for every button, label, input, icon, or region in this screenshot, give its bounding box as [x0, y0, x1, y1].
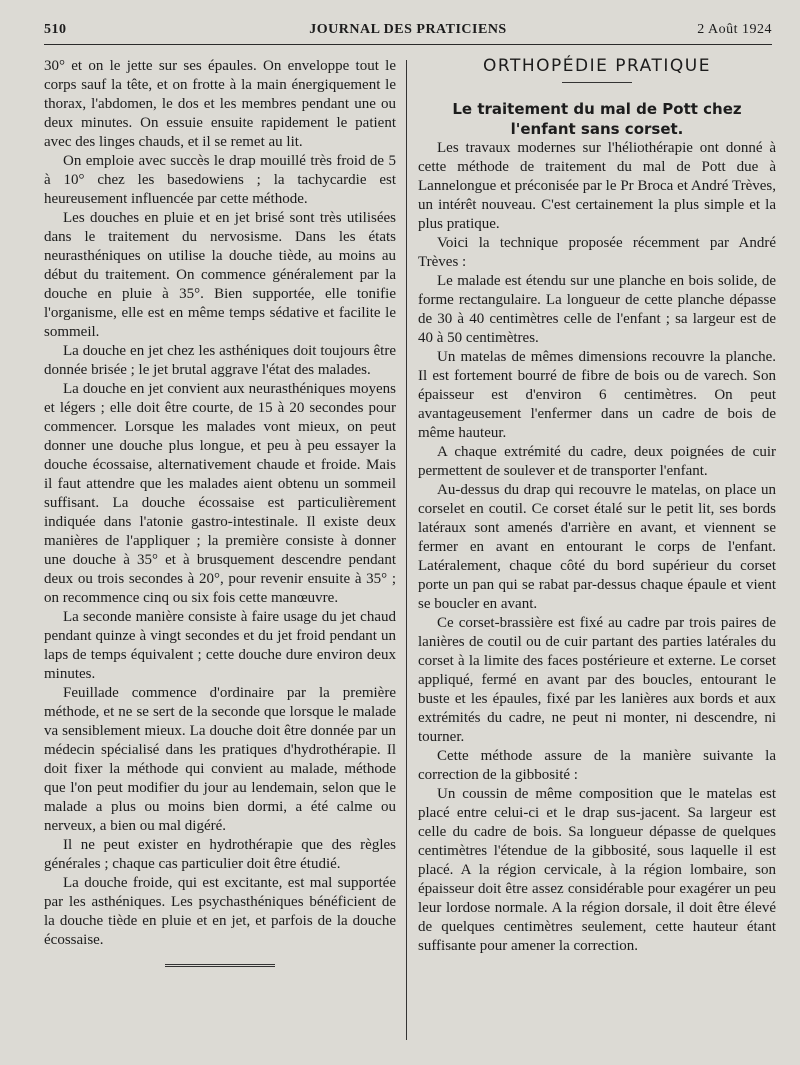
page-header	[44, 20, 772, 45]
paragraph: 30° et on le jette sur ses épaules. On enveloppe tout le corps sauf la tête, et on frotte à la main énergiquement le thorax, l'abdomen, le dos et les membres pendant une ou deux minutes. On essuie ensuite rapidement le patient avec des linges chauds, et il se remet au lit.	[44, 58, 396, 150]
paragraph: Feuillade commence d'ordinaire par la première méthode, et ne se sert de la seconde que lorsque le malade va sensiblement mieux. La douche doit être donnée par un médecin spécialisé dans les pratiques d'hydrothérapie. Il doit fixer la méthode qui convient au malade, méthode que l'on peut modifier du jour au lendemain, selon que le malade a plus ou moins bien dormi, a été calme ou nerveux, a bien ou mal digéré.	[44, 685, 396, 834]
article-title: Le traitement du mal de Pott chez l'enfant sans corset.	[452, 100, 742, 138]
paragraph: La douche en jet convient aux neurasthéniques moyens et légers ; elle doit être courte, de 15 à 20 secondes pour commencer. Lorsque les malades vont mieux, on peut donner une douche plus longue, et peu à peu essayer la douche écossaise, alternativement chaude et froide. Mais il faut attendre que les malades aient obtenu un sommeil suffisant. La douche écossaise est particulièrement indiquée dans l'atonie gastro-intestinale. Il existe deux manières de l'appliquer ; la première consiste à donner une douche à 35° et à brusquement descendre pendant deux ou trois secondes à 20°, pour revenir ensuite à 35° ; on recommence cinq ou six fois cette manœuvre.	[44, 381, 396, 606]
paragraph: Un matelas de mêmes dimensions recouvre la planche. Il est fortement bourré de fibre de bois ou de varech. Son épaisseur est d'environ 6 centimètres. On peut avantageusement l'enfermer dans un cadre de bois de même hauteur.	[418, 349, 776, 441]
paragraph: Les travaux modernes sur l'héliothérapie ont donné à cette méthode de traitement du mal de Pott due à Lannelongue et préconisée par le Pr Broca et André Trèves, un intérêt nouveau. C'est certainement la plus simple et la plus pratique.	[418, 140, 776, 232]
end-rule	[165, 964, 275, 969]
paragraph: La douche en jet chez les asthéniques doit toujours être donnée brisée ; le jet brutal aggrave l'état des malades.	[44, 343, 396, 378]
section-underline	[562, 82, 632, 83]
section-title: ORTHOPÉDIE PRATIQUE	[483, 56, 711, 76]
paragraph: Le malade est étendu sur une planche en bois solide, de forme rectangulaire. La longueur de cette planche dépasse de 30 à 40 centimètres celle de l'enfant ; sa largeur est de 40 à 50 centimètres.	[418, 273, 776, 346]
paragraph: Les douches en pluie et en jet brisé sont très utilisées dans le traitement du nervosisme. Dans les états neurasthéniques on utilise la douche tiède, au moins au début du traitement. On commence généralement par la douche en pluie à 35°. Bien supportée, elle tonifie l'organisme, elle est en même temps sédative et facilite le sommeil.	[44, 210, 396, 340]
paragraph: On emploie avec succès le drap mouillé très froid de 5 à 10° chez les basedowiens ; la tachycardie est heureusement influencée par cette méthode.	[44, 153, 396, 207]
paragraph: Ce corset-brassière est fixé au cadre par trois paires de lanières de coutil ou de cuir partant des parties latérales du corset à la limite des faces postérieure et externe. Le corset appliqué, fermé en avant par des boucles, entourant le buste et les épaules, fixé par les lanières aux bords et aux extrémités du cadre, ne peut ni monter, ni descendre, ni tourner.	[418, 615, 776, 745]
paragraph: Il ne peut exister en hydrothérapie que des règles générales ; chaque cas particulier doit être étudié.	[44, 837, 396, 872]
issue-date: 2 Août 1924	[697, 22, 772, 37]
paragraph: Voici la technique proposée récemment par André Trèves :	[418, 235, 776, 270]
left-column	[44, 57, 396, 969]
paragraph: La douche froide, qui est excitante, est mal supportée par les asthéniques. Les psychasthéniques bénéficient de la douche tiède en pluie et en jet, et parfois de la douche écossaise.	[44, 875, 396, 948]
paragraph: Un coussin de même composition que le matelas est placé entre celui-ci et le drap sus-jacent. Sa largeur est celle du cadre de bois. Sa longueur dépasse de quelques centimètres l'étendue de la gibbosité, sous laquelle il est placé. A la région cervicale, à la région lombaire, son épaisseur doit être assez considérable pour exagérer un peu leur lordose normale. A la région dorsale, il doit être élevé de quelques centimètres seulement, cette hauteur étant suffisante pour amener la correction.	[418, 786, 776, 954]
page-number: 510	[44, 22, 67, 37]
paragraph: La seconde manière consiste à faire usage du jet chaud pendant quinze à vingt secondes et du jet froid pendant un laps de temps équivalent ; cette douche dure environ deux minutes.	[44, 609, 396, 682]
paragraph: Cette méthode assure de la manière suivante la correction de la gibbosité :	[418, 748, 776, 783]
paragraph: A chaque extrémité du cadre, deux poignées de cuir permettent de soulever et de transporter l'enfant.	[418, 444, 776, 479]
right-column	[418, 57, 776, 956]
journal-title: JOURNAL DES PRATICIENS	[309, 22, 507, 37]
column-divider	[406, 60, 407, 1040]
paragraph: Au-dessus du drap qui recouvre le matelas, on place un corselet en coutil. Ce corset étalé sur le petit lit, ses bords latéraux sont amenés d'arrière en avant, et viennent se fermer en avant en entourant le corps de l'enfant. Latéralement, chaque côté du bord supérieur du corset porte un pan qui se rabat par-dessus chaque épaule et vient se boucler en avant.	[418, 482, 776, 612]
